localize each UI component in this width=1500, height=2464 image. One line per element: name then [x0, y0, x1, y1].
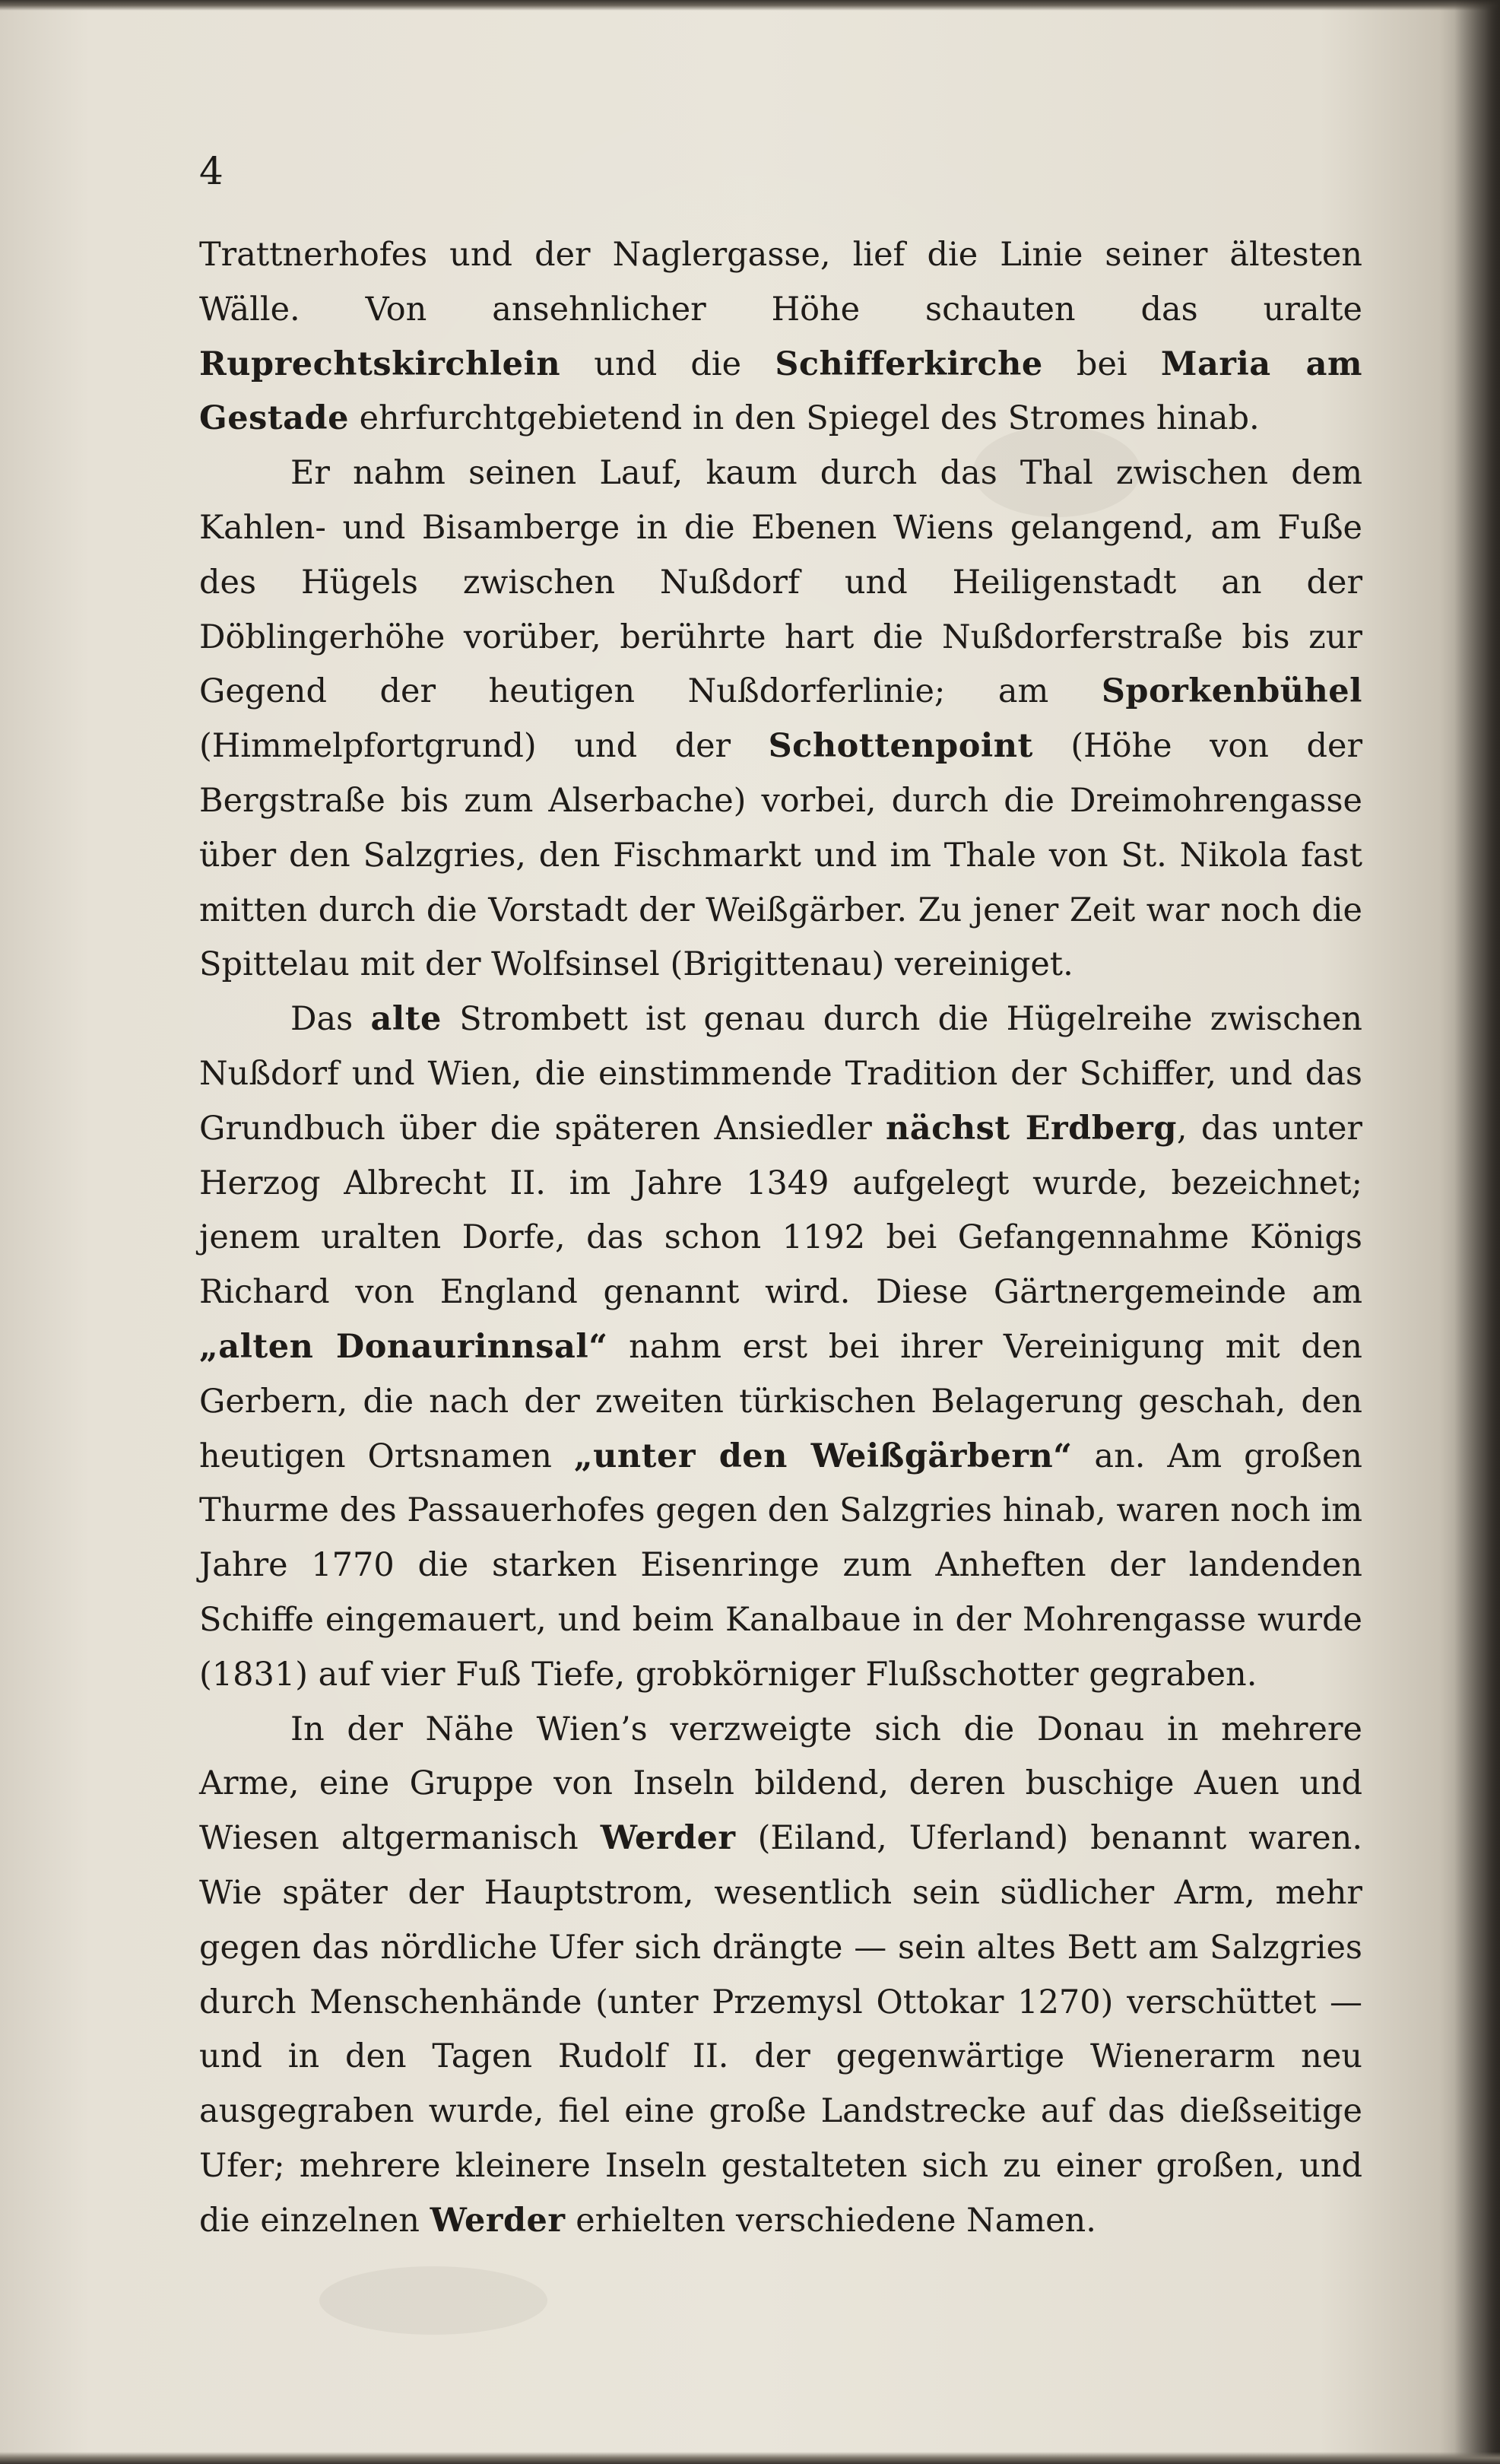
text-run: Strombett ist genau durch die Hügelreihe zwischen Nußdorf und Wien, die einstimmende Tradition der Schiffer, und das Grundbuch über die späteren Ansiedler [199, 1000, 1362, 1148]
text-run: Trattnerhofes und der Naglergasse, lief die Linie seiner ältesten Wälle. Von ansehnlicher Höhe schauten das uralte [199, 236, 1362, 329]
emphasized-text: „unter den Weißgärbern“ [573, 1437, 1073, 1475]
paragraph [199, 228, 1362, 446]
paragraph [199, 446, 1362, 992]
paper-stain [319, 2266, 547, 2335]
page-number: 4 [199, 149, 224, 193]
emphasized-text: nächst Erdberg [886, 1109, 1177, 1148]
text-run: (Höhe von der Bergstraße bis zum Alserbache) vorbei, durch die Dreimohrengasse über den Salzgries, den Fischmarkt und im Thale von St. Nikola fast mitten durch die Vorstadt der Weißgärber. Zu jener Zeit war noch die Spittelau mit der Wolfsinsel (Brigittenau) vereiniget. [199, 727, 1362, 984]
emphasized-text: Werder [430, 2201, 566, 2240]
text-run: , das unter Herzog Albrecht II. im Jahre 1349 aufgelegt wurde, bezeichnet; jenem uralten Dorfe, das schon 1192 bei Gefangennahme Königs Richard von England genannt wird. Diese Gärtnergemeinde am [199, 1109, 1362, 1312]
emphasized-text: Ruprechtskirchlein [199, 345, 561, 383]
text-run: erhielten verschiedene Namen. [565, 2201, 1096, 2240]
emphasized-text: Schifferkirche [775, 345, 1043, 383]
text-run: In der Nähe Wien’s verzweigte sich die Donau in mehrere Arme, eine Gruppe von Inseln bildend, deren buschige Auen und Wiesen altgermanisch [199, 1710, 1362, 1858]
text-run: nahm erst bei ihrer Vereinigung mit den Gerbern, die nach der zweiten türkischen Belagerung geschah, den heutigen Ortsnamen [199, 1327, 1362, 1475]
page-top-edge [0, 0, 1500, 11]
emphasized-text: „alten Donaurinnsal“ [199, 1327, 608, 1366]
paragraph [199, 1703, 1362, 2249]
text-run: (Himmelpfortgrund) und der [199, 727, 769, 766]
emphasized-text: Sporkenbühel [1101, 672, 1362, 711]
emphasized-text: alte [370, 1000, 442, 1039]
page-binding-shadow [1454, 0, 1500, 2464]
emphasized-text: Werder [600, 1819, 736, 1858]
text-run: ehrfurchtgebietend in den Spiegel des Stromes hinab. [348, 399, 1260, 438]
page-bottom-edge [0, 2452, 1500, 2464]
text-run: (Eiland, Uferland) benannt waren. Wie später der Hauptstrom, wesentlich sein südlicher Arm, mehr gegen das nördliche Ufer sich drängte — sein altes Bett am Salzgries durch Menschenhände (unter Przemysl Ottokar 1270) verschüttet — und in den Tagen Rudolf II. der gegenwärtige Wienerarm neu ausgegraben wurde, fiel eine große Landstrecke auf das dießseitige Ufer; mehrere kleinere Inseln gestalteten sich zu einer großen, und die einzelnen [199, 1819, 1362, 2240]
text-run: Er nahm seinen Lauf, kaum durch das Thal zwischen dem Kahlen- und Bisamberge in die Ebenen Wiens gelangend, am Fuße des Hügels zwischen Nußdorf und Heiligenstadt an der Döblingerhöhe vorüber, berührte hart die Nußdorferstraße bis zur Gegend der heutigen Nußdorferlinie; am [199, 454, 1362, 711]
text-run: Das [290, 1000, 371, 1039]
emphasized-text: Maria am Gestade [199, 345, 1362, 438]
emphasized-text: Schottenpoint [768, 727, 1033, 766]
body-text [199, 228, 1362, 2248]
text-run: und die [560, 345, 775, 383]
text-run: bei [1042, 345, 1161, 383]
text-run: an. Am großen Thurme des Passauerhofes gegen den Salzgries hinab, waren noch im Jahre 1770 die starken Eisenringe zum Anheften der landenden Schiffe eingemauert, und beim Kanalbaue in der Mohrengasse wurde (1831) auf vier Fuß Tiefe, grobkörniger Flußschotter gegraben. [199, 1437, 1362, 1694]
paragraph [199, 992, 1362, 1702]
